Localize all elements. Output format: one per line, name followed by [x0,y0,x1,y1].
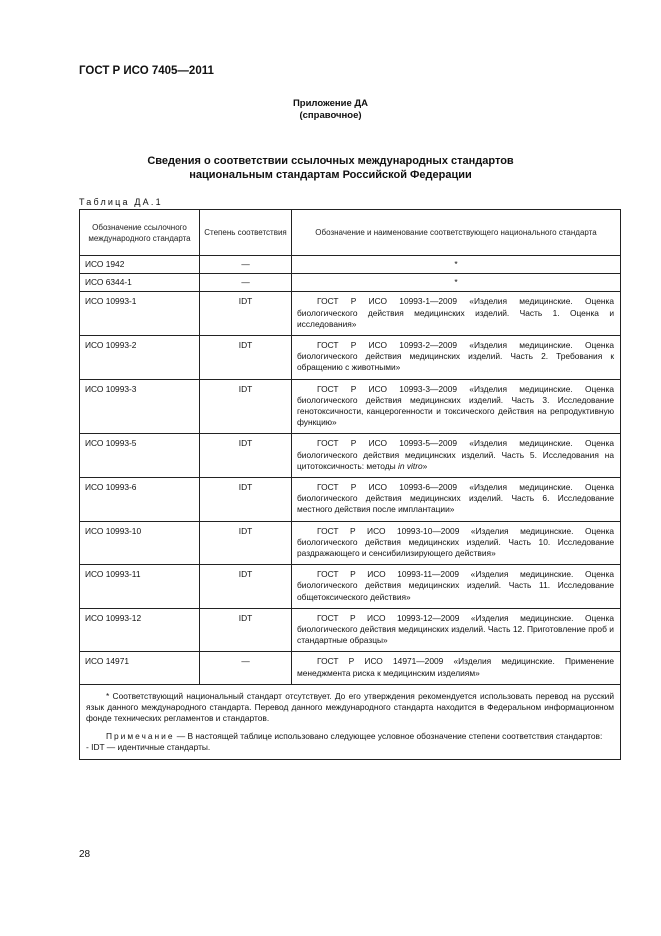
row-desc: ГОСТ Р ИСО 14971—2009 «Изделия медицинские. Применение менеджмента риска к медицинским изделиям» [292,652,621,684]
annex-kind: (справочное) [299,110,362,121]
row-desc: * [292,274,621,292]
row-degree: — [200,274,292,292]
row-desc [292,434,621,478]
row-code: ИСО 10993-1 [80,292,200,336]
table-row [80,521,621,565]
note-text: — В настоящей таблице использовано следующее условное обозначение степени соответствия стандартов: [174,730,603,741]
row-desc: ГОСТ Р ИСО 10993-3—2009 «Изделия медицинские. Оценка биологического действия медицинских изделий. Часть 3. Исследование генотоксичности, канцерогенности и токсического действия на репродуктивную функцию» [292,379,621,434]
table-row [80,652,621,684]
row-code: ИСО 10993-11 [80,565,200,609]
row-desc-close: » [422,460,428,471]
correspondence-table [79,209,621,760]
row-degree: IDT [200,608,292,652]
table-row [80,274,621,292]
row-degree: IDT [200,434,292,478]
row-desc: ГОСТ Р ИСО 10993-2—2009 «Изделия медицинские. Оценка биологического действия медицинских изделий. Часть 2. Требования к обращению с животными» [292,336,621,380]
document-code: ГОСТ Р ИСО 7405—2011 [79,65,214,77]
row-desc: ГОСТ Р ИСО 10993-1—2009 «Изделия медицинские. Оценка биологического действия медицинских изделий. Часть 1. Оценка и исследования» [292,292,621,336]
row-degree: — [200,256,292,274]
table-caption: Таблица ДА.1 [79,197,163,207]
row-degree: IDT [200,336,292,380]
row-degree: IDT [200,292,292,336]
page-title [0,155,661,182]
row-code: ИСО 6344-1 [80,274,200,292]
header-degree: Степень соответствия [200,210,292,256]
row-desc-text: ГОСТ Р ИСО 10993-5—2009 «Изделия медицинские. Оценка биологического действия медицинских изделий. Часть 5. Исследования на цитотоксичность: методы [297,438,614,471]
row-degree: — [200,652,292,684]
row-degree: IDT [200,521,292,565]
row-code: ИСО 10993-12 [80,608,200,652]
page-number: 28 [79,849,91,860]
row-desc: ГОСТ Р ИСО 10993-10—2009 «Изделия медицинские. Оценка биологического действия медицинских изделий. Часть 10. Исследование раздражающего и сенсибилизирующего действия» [292,521,621,565]
table-row [80,292,621,336]
row-desc: ГОСТ Р ИСО 10993-6—2009 «Изделия медицинские. Оценка биологического действия медицинских изделий. Часть 6. Исследование местного действия после имплантации» [292,478,621,522]
table-row [80,256,621,274]
note-item: - IDT — идентичные стандарты. [86,741,211,752]
row-degree: IDT [200,379,292,434]
table-row [80,608,621,652]
header-international-standard: Обозначение ссылочного международного стандарта [80,210,200,256]
table-row [80,434,621,478]
row-desc: * [292,256,621,274]
annex-title: Приложение ДА [292,98,369,109]
row-code: ИСО 10993-3 [80,379,200,434]
row-desc: ГОСТ Р ИСО 10993-11—2009 «Изделия медицинские. Оценка биологического действия медицинских изделий. Часть 11. Исследование общетоксического действия» [292,565,621,609]
row-code: ИСО 10993-2 [80,336,200,380]
row-code: ИСО 14971 [80,652,200,684]
annex-heading [0,98,661,122]
row-degree: IDT [200,478,292,522]
row-code: ИСО 10993-10 [80,521,200,565]
title-line-2: национальным стандартам Российской Федерации [189,168,472,181]
table-row [80,478,621,522]
note-label: Примечание [106,730,175,741]
table-notes [80,684,621,759]
table-row [80,565,621,609]
table-header-row [80,210,621,256]
row-desc-italic: in vitro [398,460,423,471]
table-notes-row [80,684,621,759]
row-code: ИСО 10993-6 [80,478,200,522]
footnote: * Соответствующий национальный стандарт отсутствует. До его утверждения рекомендуется использовать перевод на русский язык данного международного стандарта. Перевод данного международного стандарта находится в Федеральном информационном фонде технических регламентов и стандартов. [86,690,614,724]
row-code: ИСО 1942 [80,256,200,274]
header-national-standard: Обозначение и наименование соответствующего национального стандарта [292,210,621,256]
title-line-1: Сведения о соответствии ссылочных международных стандартов [147,155,514,167]
row-code: ИСО 10993-5 [80,434,200,478]
table-row [80,379,621,434]
table-row [80,336,621,380]
row-desc: ГОСТ Р ИСО 10993-12—2009 «Изделия медицинские. Оценка биологического действия медицинских изделий. Часть 12. Приготовление проб и стандартные образцы» [292,608,621,652]
note [86,731,614,742]
row-degree: IDT [200,565,292,609]
